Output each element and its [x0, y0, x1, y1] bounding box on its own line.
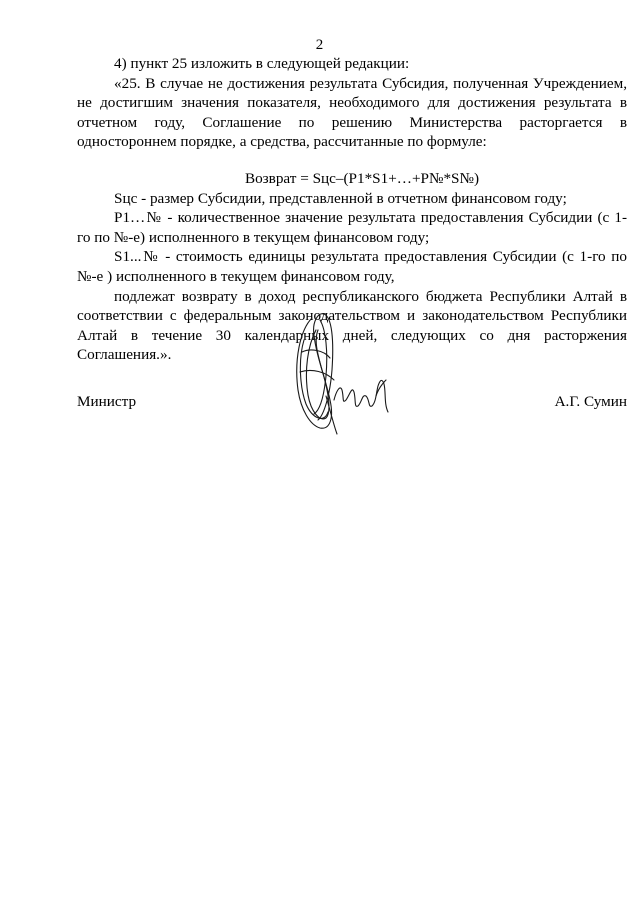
- return-conditions: подлежат возврату в доход республиканского бюджета Республики Алтай в соответствии с федеральным законодательством и законодательством Республики Алтай в течение 30 календарных дней, следующих со дня расторжения Соглашения.».: [77, 287, 627, 364]
- clause-25-text: «25. В случае не достижения результата Субсидия, полученная Учреждением, не достигшим значения показателя, необходимого для достижения результата в отчетном году, Соглашение по решению Министерства расторгается в одностороннем порядке, а средства, рассчитанные по формуле:: [77, 74, 627, 151]
- definition-p: P1…№ - количественное значение результата предоставления Субсидии (с 1-го по №-е) исполненного в текущем финансовом году;: [77, 209, 627, 246]
- page-number: 2: [315, 37, 324, 53]
- definition-scs: Sцс - размер Субсидии, представленной в отчетном финансовом году;: [114, 189, 567, 207]
- definition-s: S1...№ - стоимость единицы результата предоставления Субсидии (с 1-го по №-е ) исполненного в текущем финансовом году,: [77, 248, 627, 285]
- amendment-intro: 4) пункт 25 изложить в следующей редакции:: [114, 55, 410, 72]
- signer-title: Министр: [77, 393, 137, 410]
- return-formula: Возврат = Sцс–(P1*S1+…+P№*S№): [244, 169, 480, 187]
- signer-name: А.Г. Сумин: [554, 393, 627, 410]
- handwritten-signature: [290, 300, 395, 435]
